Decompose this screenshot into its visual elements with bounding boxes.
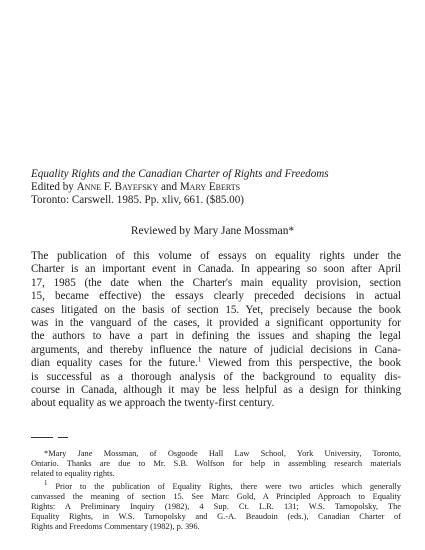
body-line: 17, 1985 (the date when the Charter's main equality provision, section: [31, 276, 401, 289]
editors-line: [31, 181, 401, 194]
footnote-divider: [31, 437, 53, 438]
footnote-line: Rights: A Preliminary Inquiry (1982), 4 Sup. Ct. L.R. 131; W.S. Tarnopolsky, The: [31, 502, 401, 512]
footnote-line: *Mary Jane Mossman, of Osgoode Hall Law School, York University, Toronto,: [44, 449, 401, 458]
body-line: arguments, and thereby influence the nature of judicial decisions in Cana-: [31, 343, 401, 356]
footnote-1: [31, 478, 401, 533]
footnotes: [31, 449, 401, 533]
footnote-line: Ontario. Thanks are due to Mr. S.B. Wolfson for help in assembling research materials: [31, 459, 401, 469]
body-line: course in Canada, although it may be less helpful as a design for thinking: [31, 384, 401, 397]
reviewer-footnote-mark: *: [288, 225, 295, 237]
body-line: [31, 357, 401, 370]
footnote-1-mark: 1: [44, 478, 48, 487]
body-line: cases litigated on the basis of section 15. Yet, precisely because the book: [31, 303, 401, 316]
reviewer-prefix: Reviewed by: [130, 225, 194, 237]
footnote-line: canvassed the meaning of section 15. See Marc Gold, A Principled Approach to Equality: [31, 491, 401, 501]
editors-prefix: Edited by: [31, 181, 77, 194]
review-header: [31, 168, 401, 208]
publication-info: Toronto: Carswell. 1985. Pp. xliv, 661. ($85.00): [31, 194, 244, 207]
body-line: The publication of this volume of essays on equality rights under the: [31, 250, 401, 262]
reviewer-line: [0, 225, 425, 237]
footnote-divider: [58, 437, 68, 438]
body-line: the authors to have a part in defining the issues and shaping the legal: [31, 330, 401, 343]
body-line: is successful as a thorough analysis of the background to equality dis-: [31, 370, 401, 383]
editors-and: and: [158, 181, 180, 194]
body-text-fragment: Viewed from this perspective, the book: [201, 357, 402, 370]
body-line: 15, became effective) the essays clearly preceded decisions in actual: [31, 290, 401, 303]
footnote-line: related to equality rights.: [31, 469, 115, 479]
body-line: Charter is an important event in Canada. In appearing so soon after April: [31, 263, 401, 276]
body-line: was in the vanguard of the cases, it provided a significant opportunity for: [31, 317, 401, 330]
footnote-author: [31, 449, 401, 480]
body-paragraph: [31, 250, 401, 411]
footnote-line: Equality Rights, in W.S. Tarnopolsky and G.-A. Beaudoin (eds.), Canadian Charter of: [31, 512, 401, 522]
book-title: Equality Rights and the Canadian Charter of Rights and Freedoms: [31, 168, 329, 180]
reviewer-name: Mary Jane Mossman: [193, 225, 289, 237]
body-text-fragment: dian equality cases for the future.: [31, 357, 198, 370]
editor-2: Mary Eberts: [179, 181, 241, 194]
footnote-line: Rights and Freedoms Commentary (1982), p. 396.: [31, 522, 200, 532]
editor-1: Anne F. Bayefsky: [76, 181, 159, 194]
footnote-ref-1: 1: [197, 355, 202, 364]
body-line: about equality as we approach the twenty-first century.: [31, 397, 275, 410]
footnote-text: Prior to the publication of Equality Rights, there were two articles which generally: [47, 481, 401, 491]
footnote-line: [31, 478, 401, 492]
